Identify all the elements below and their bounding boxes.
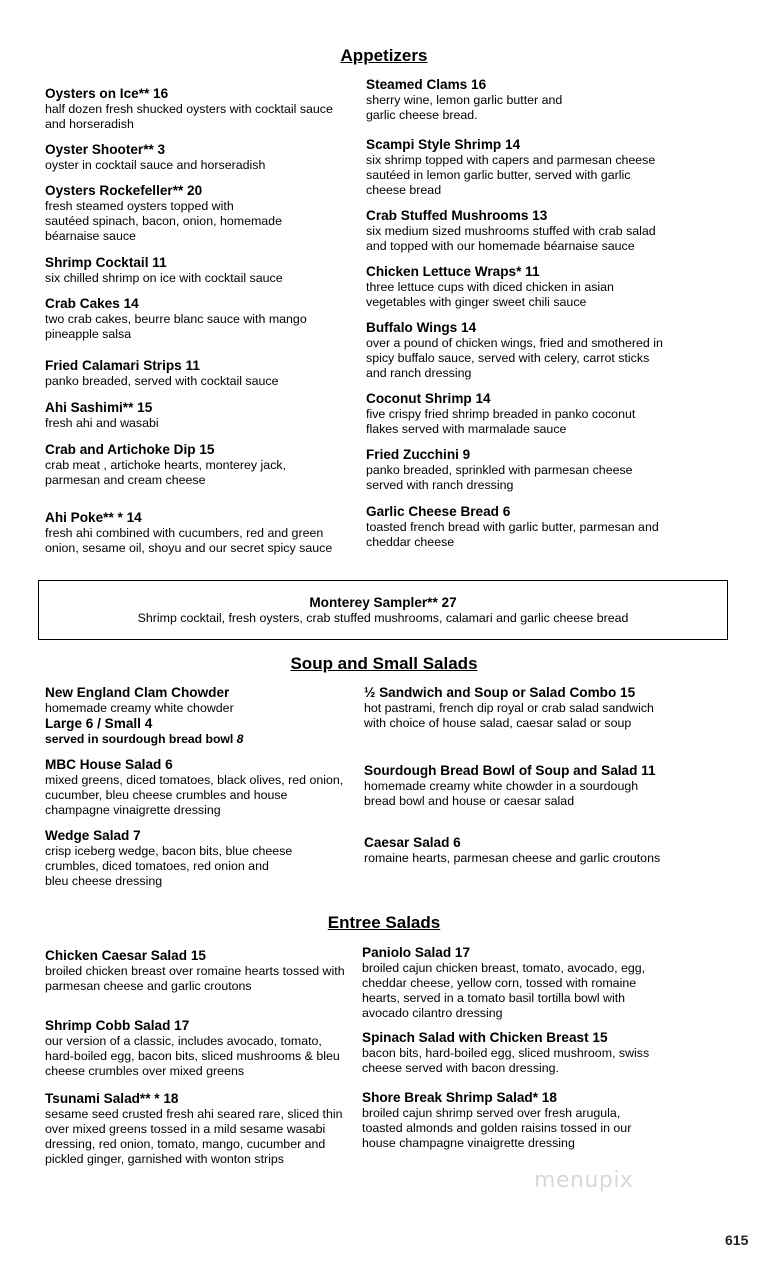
item-desc: cheddar cheese, yellow corn, tossed with romaine (362, 976, 637, 990)
item-desc: fresh steamed oysters topped with (45, 199, 234, 213)
menu-item (362, 1090, 631, 1151)
menu-item (45, 142, 265, 173)
item-desc: cheese served with bacon dressing. (362, 1061, 559, 1075)
item-name: Oysters Rockefeller** 20 (45, 183, 203, 198)
item-desc: hearts, served in a tomato basil tortilla bowl with (362, 991, 626, 1005)
menu-item (366, 77, 562, 123)
item-desc: and ranch dressing (366, 366, 472, 380)
item-name: Caesar Salad 6 (364, 835, 461, 850)
item-desc: mixed greens, diced tomatoes, black olives, red onion, (45, 773, 344, 787)
menu-item (45, 685, 243, 747)
item-desc: champagne vinaigrette dressing (45, 803, 221, 817)
item-desc: sesame seed crusted fresh ahi seared rare, sliced thin (45, 1107, 343, 1121)
item-desc: served with ranch dressing (366, 478, 514, 492)
item-name: Shrimp Cobb Salad 17 (45, 1018, 190, 1033)
item-desc: sautéed spinach, bacon, onion, homemade (45, 214, 282, 228)
item-name: Oyster Shooter** 3 (45, 142, 166, 157)
menu-item (364, 685, 654, 731)
bread-bowl-price: 8 (236, 732, 244, 746)
bread-bowl-label: served in sourdough bread bowl (45, 732, 234, 746)
item-desc: fresh ahi combined with cucumbers, red and green (45, 526, 324, 540)
item-desc: hot pastrami, french dip royal or crab salad sandwich (364, 701, 654, 715)
item-desc: pineapple salsa (45, 327, 132, 341)
item-desc: toasted french bread with garlic butter, parmesan and (366, 520, 659, 534)
item-name: Shore Break Shrimp Salad* 18 (362, 1090, 557, 1105)
menu-item (45, 510, 332, 556)
menu-item (362, 945, 645, 1021)
item-desc: six shrimp topped with capers and parmesan cheese (366, 153, 656, 167)
item-desc: spicy buffalo sauce, served with celery, carrot sticks (366, 351, 650, 365)
item-desc: cheese bread (366, 183, 442, 197)
menu-item (366, 208, 656, 254)
item-name: Buffalo Wings 14 (366, 320, 477, 335)
item-desc: cucumber, bleu cheese crumbles and house (45, 788, 288, 802)
menu-item (366, 320, 663, 381)
menu-item (366, 391, 635, 437)
item-name: Spinach Salad with Chicken Breast 15 (362, 1030, 608, 1045)
item-desc: three lettuce cups with diced chicken in asian (366, 280, 614, 294)
item-desc: over mixed greens tossed in a mild sesame wasabi (45, 1122, 326, 1136)
item-desc: broiled chicken breast over romaine hearts tossed with (45, 964, 345, 978)
item-name: Steamed Clams 16 (366, 77, 487, 92)
item-desc: romaine hearts, parmesan cheese and garlic croutons (364, 851, 661, 865)
item-name: Tsunami Salad** * 18 (45, 1091, 179, 1106)
item-desc: crab meat , artichoke hearts, monterey jack, (45, 458, 287, 472)
item-name: Oysters on Ice** 16 (45, 86, 169, 101)
item-name: Fried Calamari Strips 11 (45, 358, 200, 373)
item-desc: our version of a classic, includes avocado, tomato, (45, 1034, 322, 1048)
item-desc: and horseradish (45, 117, 134, 131)
item-desc: half dozen fresh shucked oysters with cocktail sauce (45, 102, 333, 116)
item-name: Chicken Lettuce Wraps* 11 (366, 264, 540, 279)
menu-item (45, 948, 345, 994)
item-desc: six medium sized mushrooms stuffed with crab salad (366, 224, 656, 238)
watermark-text: menupix (534, 1168, 634, 1193)
item-desc: crisp iceberg wedge, bacon bits, blue cheese (45, 844, 293, 858)
sampler-box (38, 580, 728, 640)
item-name: Coconut Shrimp 14 (366, 391, 491, 406)
item-desc: vegetables with ginger sweet chili sauce (366, 295, 587, 309)
item-name: Shrimp Cocktail 11 (45, 255, 167, 270)
heading-soup-small-salads: Soup and Small Salads (290, 654, 478, 673)
menu-item (45, 828, 292, 889)
menu-item (45, 400, 159, 431)
item-desc: cheese crumbles over mixed greens (45, 1064, 245, 1078)
menu-item (45, 86, 333, 132)
item-bread-bowl (45, 732, 243, 747)
item-desc: and topped with our homemade béarnaise sauce (366, 239, 635, 253)
item-desc: pickled ginger, garnished with wonton strips (45, 1152, 284, 1166)
item-desc: broiled cajun shrimp served over fresh arugula, (362, 1106, 621, 1120)
item-desc: dressing, red onion, tomato, mango, cucumber and (45, 1137, 326, 1151)
item-desc: two crab cakes, beurre blanc sauce with mango (45, 312, 307, 326)
item-desc: flakes served with marmalade sauce (366, 422, 567, 436)
item-desc: panko breaded, served with cocktail sauce (45, 374, 279, 388)
menu-item (364, 835, 660, 866)
menu-item (45, 255, 283, 286)
item-name: Scampi Style Shrimp 14 (366, 137, 521, 152)
item-name: New England Clam Chowder (45, 685, 230, 700)
menu-item (45, 358, 279, 389)
heading-entree-salads: Entree Salads (327, 913, 441, 932)
item-desc: oyster in cocktail sauce and horseradish (45, 158, 266, 172)
item-desc: sautéed in lemon garlic butter, served with garlic (366, 168, 631, 182)
item-name: Crab Stuffed Mushrooms 13 (366, 208, 548, 223)
item-name: Wedge Salad 7 (45, 828, 141, 843)
item-desc: onion, sesame oil, shoyu and our secret spicy sauce (45, 541, 333, 555)
menu-item (45, 296, 307, 342)
item-desc: hard-boiled egg, bacon bits, sliced mushrooms & bleu (45, 1049, 340, 1063)
item-desc: béarnaise sauce (45, 229, 136, 243)
item-desc: garlic cheese bread. (366, 108, 478, 122)
item-desc: parmesan cheese and garlic croutons (45, 979, 252, 993)
item-name: Sourdough Bread Bowl of Soup and Salad 11 (364, 763, 656, 778)
item-name: MBC House Salad 6 (45, 757, 173, 772)
menu-item (366, 504, 659, 550)
item-desc: homemade creamy white chowder in a sourdough (364, 779, 639, 793)
item-size-prices: Large 6 / Small 4 (45, 716, 153, 731)
menu-item (366, 447, 633, 493)
item-name: Ahi Sashimi** 15 (45, 400, 153, 415)
item-desc: bread bowl and house or caesar salad (364, 794, 575, 808)
menu-item (45, 1091, 343, 1167)
page-number: 615 (725, 1232, 749, 1248)
item-desc: five crispy fried shrimp breaded in panko coconut (366, 407, 636, 421)
item-desc: avocado cilantro dressing (362, 1006, 503, 1020)
item-desc: with choice of house salad, caesar salad or soup (364, 716, 632, 730)
item-desc: panko breaded, sprinkled with parmesan cheese (366, 463, 633, 477)
item-name: ½ Sandwich and Soup or Salad Combo 15 (364, 685, 636, 700)
heading-appetizers: Appetizers (340, 46, 428, 65)
item-desc: cheddar cheese (366, 535, 455, 549)
item-desc: house champagne vinaigrette dressing (362, 1136, 575, 1150)
sampler-desc: Shrimp cocktail, fresh oysters, crab stuffed mushrooms, calamari and garlic cheese bread (137, 611, 629, 625)
menu-item (364, 763, 656, 809)
item-desc: toasted almonds and golden raisins tossed in our (362, 1121, 632, 1135)
item-desc: sherry wine, lemon garlic butter and (366, 93, 563, 107)
item-desc: bleu cheese dressing (45, 874, 163, 888)
item-name: Fried Zucchini 9 (366, 447, 471, 462)
item-name: Crab and Artichoke Dip 15 (45, 442, 215, 457)
menu-item (362, 1030, 649, 1076)
item-name: Crab Cakes 14 (45, 296, 139, 311)
sampler-name: Monterey Sampler** 27 (309, 595, 457, 610)
menu-item (45, 1018, 340, 1079)
menu-item (45, 183, 282, 244)
item-desc: homemade creamy white chowder (45, 701, 234, 715)
menu-item (366, 264, 614, 310)
item-name: Ahi Poke** * 14 (45, 510, 142, 525)
menu-item (366, 137, 655, 198)
item-desc: bacon bits, hard-boiled egg, sliced mushroom, swiss (362, 1046, 650, 1060)
menu-item (45, 442, 286, 488)
item-desc: over a pound of chicken wings, fried and smothered in (366, 336, 663, 350)
item-name: Chicken Caesar Salad 15 (45, 948, 206, 963)
item-name: Garlic Cheese Bread 6 (366, 504, 511, 519)
item-desc: parmesan and cream cheese (45, 473, 206, 487)
item-name: Paniolo Salad 17 (362, 945, 471, 960)
item-desc: fresh ahi and wasabi (45, 416, 159, 430)
item-desc: broiled cajun chicken breast, tomato, avocado, egg, (362, 961, 646, 975)
item-desc: six chilled shrimp on ice with cocktail sauce (45, 271, 283, 285)
menu-item (45, 757, 343, 818)
item-desc: crumbles, diced tomatoes, red onion and (45, 859, 269, 873)
